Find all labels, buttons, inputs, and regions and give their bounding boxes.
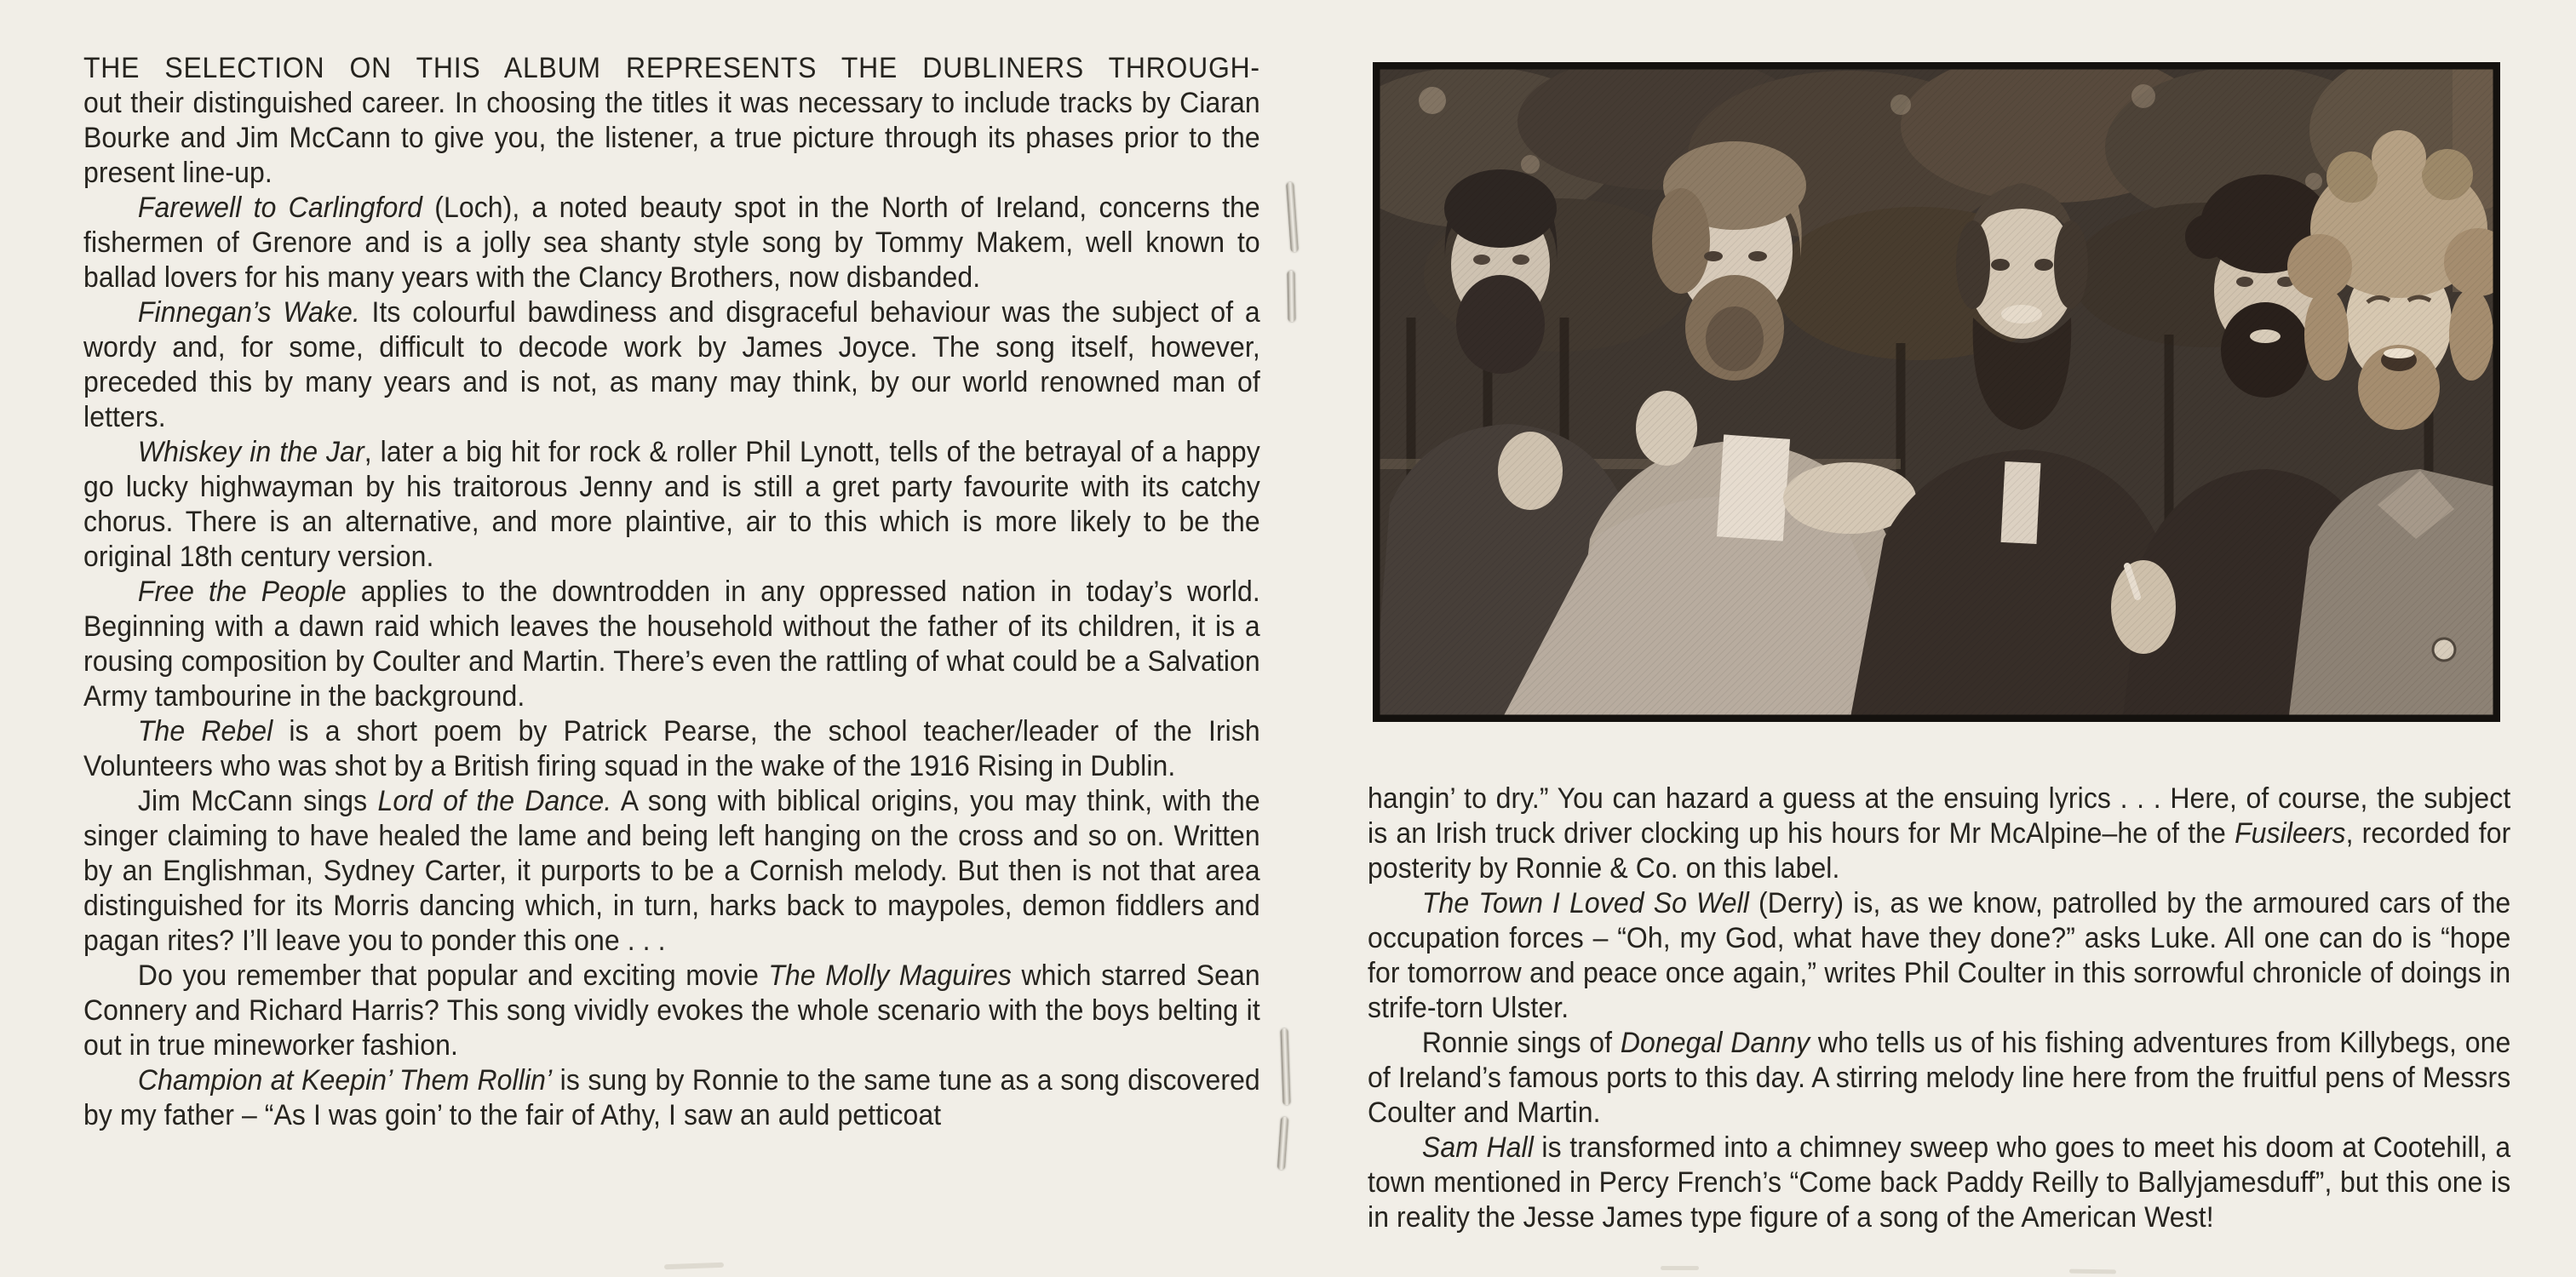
staple-bottom-upper <box>1280 1028 1290 1105</box>
text-run: , later a big hit for rock & roller Phil Lynott, tells of the betrayal of a happy go lucky highwayman by his traitorous Jenny and is still a gret party favourite with its catchy chorus. There is an alternative, and more plaintive, air to this which is more likely to be the original 18th century version. <box>83 436 1260 573</box>
text-run: applies to the downtrodden in any oppressed nation in today’s world. Beginning with a dawn raid which leaves the household without the father of its children, it is a rousing composition by Coulter and Martin. There’s even the rattling of what could be a Salvation Army tambourine in the background. <box>83 576 1260 713</box>
staple-top-lower <box>1287 271 1295 322</box>
page-edge-smudge <box>2069 1269 2116 1274</box>
song-title: Lord of the Dance. <box>377 785 612 817</box>
page-edge-smudge <box>1661 1266 1699 1270</box>
band-photo <box>1373 62 2500 722</box>
song-title: Whiskey in the Jar <box>137 436 364 468</box>
text-run: (Derry) is, as we know, patrolled by the armoured cars of the occupation forces – “Oh, my God, what have they done?” asks Luke. All one can do is “hope for tomorrow and peace once again,” writes Phil Coulter in this sorrowful chronicle of doings in strife-torn Ulster. <box>1368 887 2511 1024</box>
paragraph <box>83 575 1260 714</box>
page-edge-smudge <box>664 1263 724 1269</box>
paragraph <box>83 295 1260 435</box>
text-run: , recorded for posterity by Ronnie & Co. on this label. <box>1368 817 2511 885</box>
text-run: Ronnie sings of <box>1421 1027 1621 1059</box>
song-title: The Town I Loved So Well <box>1421 887 1749 919</box>
liner-notes-right-column <box>1368 782 2510 1235</box>
song-title: The Molly Maguires <box>768 959 1013 992</box>
paragraph <box>1368 886 2510 1026</box>
text-run: (Loch), a noted beauty spot in the North of Ireland, concerns the fishermen of Grenore and is a jolly sea shanty style song by Tommy Makem, well known to ballad lovers for his many years with the Clancy Brothers, now disbanded. <box>83 192 1260 294</box>
song-title: Finnegan’s Wake. <box>137 296 360 329</box>
band-photo-illustration <box>1373 62 2500 722</box>
staple-bottom-lower <box>1277 1117 1288 1170</box>
text-run: A song with biblical origins, you may think, with the singer claiming to have healed the lame and being left hanging on the cross and so on. Written by an Englishman, Sydney Carter, it purports to be a Cornish melody. But then is not that area distinguished for its Morris dancing which, in turn, harks back to maypoles, demon fiddlers and pagan rites? I’ll leave you to ponder this one . . . <box>83 785 1260 957</box>
text-run: who tells us of his fishing adventures from Killybegs, one of Ireland’s famous ports to this day. A stirring melody line here from the fruitful pens of Messrs Coulter and Martin. <box>1368 1027 2511 1129</box>
text-run: which starred Sean Connery and Richard Harris? This song vividly evokes the whole scenario with the boys belting it out in true mineworker fashion. <box>83 959 1260 1062</box>
song-title: Farewell to Carlingford <box>137 192 423 224</box>
song-title: Sam Hall <box>1421 1131 1534 1164</box>
paragraph <box>83 435 1260 575</box>
paragraph <box>1368 1026 2510 1131</box>
liner-notes-left-column <box>83 51 1260 1133</box>
text-run: is sung by Ronnie to the same tune as a song discovered by my father – “As I was goin’ to the fair of Athy, I saw an auld petticoat <box>83 1064 1260 1131</box>
paragraph <box>83 191 1260 295</box>
song-title: The Rebel <box>137 715 273 747</box>
paragraph <box>83 714 1260 784</box>
paragraph <box>1368 1131 2510 1235</box>
text-run: hangin’ to dry.” You can hazard a guess at the ensuing lyrics . . . Here, of course, the subject is an Irish truck driver clocking up his hours for Mr McAlpine–he of the <box>1368 782 2511 850</box>
song-title: Champion at Keepin’ Them Rollin’ <box>137 1064 553 1097</box>
paragraph <box>83 1063 1260 1133</box>
text-run: Do you remember that popular and exciting movie <box>137 959 769 992</box>
text-run: is a short poem by Patrick Pearse, the school teacher/leader of the Irish Volunteers who was shot by a British firing squad in the wake of the 1916 Rising in Dublin. <box>83 715 1260 782</box>
paragraph <box>83 784 1260 959</box>
headline-caps-line: THE SELECTION ON THIS ALBUM REPRESENTS THE DUBLINERS THROUGH- <box>83 52 1260 84</box>
song-title: Fusileers <box>2235 817 2346 850</box>
staple-top-upper <box>1286 182 1299 252</box>
text-run: Jim McCann sings <box>137 785 378 817</box>
paragraph <box>1368 782 2510 886</box>
text-run: is transformed into a chimney sweep who goes to meet his doom at Cootehill, a town mentioned in Percy French’s “Come back Paddy Reilly to Ballyjamesduff”, but this one is in reality the Jesse James type figure of a song of the American West! <box>1368 1131 2511 1234</box>
song-title: Donegal Danny <box>1620 1027 1810 1059</box>
song-title: Free the People <box>137 576 347 608</box>
paragraph <box>83 51 1260 191</box>
text-run: out their distinguished career. In choosing the titles it was necessary to include tracks by Ciaran Bourke and Jim McCann to give you, the listener, a true picture through its phases prior to the present line-up. <box>83 87 1260 189</box>
text-run: Its colourful bawdiness and disgraceful behaviour was the subject of a wordy and, for some, difficult to decode work by James Joyce. The song itself, however, preceded this by many years and is not, as many may think, by our world renowned man of letters. <box>83 296 1260 433</box>
paragraph <box>83 959 1260 1063</box>
